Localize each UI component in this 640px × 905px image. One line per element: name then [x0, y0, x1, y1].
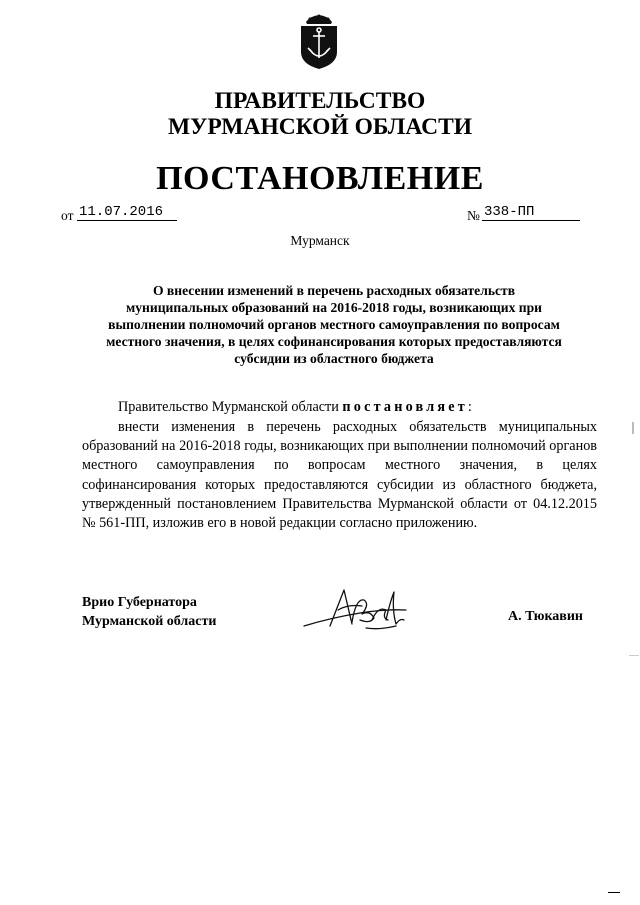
footer-mark	[608, 892, 620, 899]
document-date: 11.07.2016	[77, 204, 177, 221]
date-label: от	[61, 208, 74, 223]
signer-title	[82, 593, 216, 631]
signer-title-line2: Мурманской области	[82, 614, 217, 629]
decree-word: постановляет	[342, 399, 468, 415]
signer-name: А. Тюкавин	[508, 609, 583, 624]
preamble-text: Правительство Мурманской области	[118, 399, 339, 415]
title-line: местного значения, в целях софинансирования которых предоставляются	[106, 334, 562, 349]
margin-mark	[629, 655, 639, 656]
document-type: ПОСТАНОВЛЕНИЕ	[156, 160, 484, 197]
title-line: О внесении изменений в перечень расходных обязательств	[152, 283, 516, 298]
preamble-colon: :	[467, 399, 472, 415]
decree-body: внести изменения в перечень расходных обязательств муниципальных образований на 2016-2018 годы, возникающих при выполнении полномочий органов местного самоуправления по вопросам местного значения, в целях софинансирования которых предоставляются субсидии из областного бюджета, утвержденный постановлением Правительства Мурманской области от 04.12.2015 № 561-ПП, изложив его в новой редакции согласно приложению.	[82, 419, 597, 532]
handwritten-signature	[300, 580, 410, 640]
document-number: 338-ПП	[482, 204, 580, 221]
title-line: муниципальных образований на 2016-2018 годы, возникающих при	[126, 300, 542, 315]
coat-of-arms-icon	[296, 14, 342, 70]
city-name: Мурманск	[290, 233, 350, 248]
preamble	[118, 399, 472, 416]
org-name-line1: ПРАВИТЕЛЬСТВО	[214, 88, 426, 114]
signer-title-line1: Врио Губернатора	[82, 595, 197, 610]
number-label: №	[467, 208, 480, 223]
title-line: субсидии из областного бюджета	[234, 351, 434, 366]
org-name-line2: МУРМАНСКОЙ ОБЛАСТИ	[167, 114, 473, 140]
title-line: выполнении полномочий органов местного самоуправления по вопросам	[108, 317, 560, 332]
margin-mark	[632, 422, 634, 434]
document-title	[82, 282, 586, 367]
